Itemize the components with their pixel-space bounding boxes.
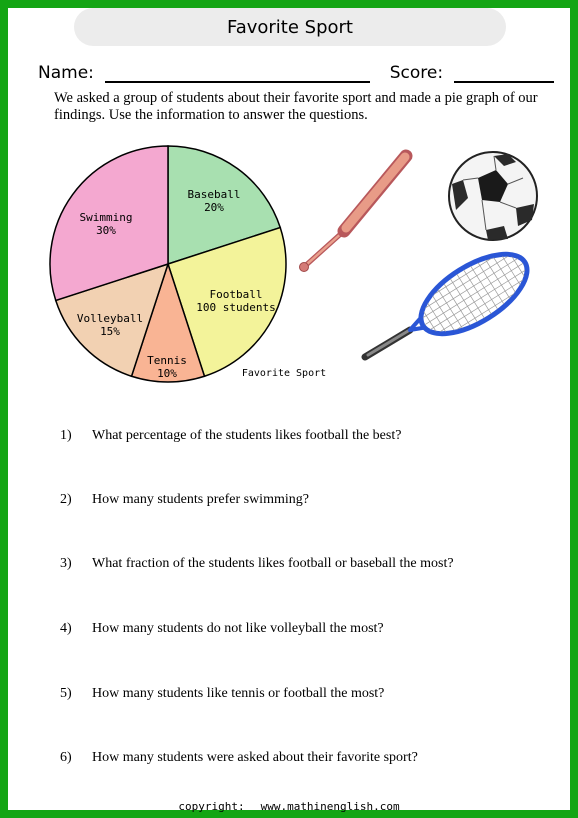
score-label: Score: <box>389 63 444 83</box>
slice-name-swimming: Swimming <box>79 211 133 224</box>
slice-name-tennis: Tennis <box>147 354 187 367</box>
slice-label-tennis: 10% <box>157 367 177 380</box>
worksheet-title: Favorite Sport <box>74 8 506 46</box>
slice-name-football: Football <box>209 288 263 301</box>
copyright-footer <box>8 800 570 813</box>
copyright-label: copyright: <box>178 800 245 813</box>
slice-name-volleyball: Volleyball <box>76 312 144 325</box>
question-text: How many students were asked about their favorite sport? <box>92 750 418 765</box>
copyright-link[interactable]: www.mathinenglish.com <box>260 800 400 813</box>
name-label: Name: <box>38 63 94 83</box>
question-number: 2) <box>60 492 72 507</box>
question-text: How many students like tennis or football the most? <box>92 686 385 701</box>
question-item <box>60 492 309 508</box>
question-number: 5) <box>60 686 72 701</box>
pie-chart <box>50 146 286 382</box>
slice-name-baseball: Baseball <box>187 188 241 201</box>
question-number: 6) <box>60 750 72 765</box>
tennis-racket-icon <box>365 237 541 357</box>
question-item <box>60 686 384 702</box>
slice-label-football: 100 students <box>196 301 276 314</box>
question-item <box>60 428 401 444</box>
soccer-ball-icon <box>449 152 537 240</box>
question-text: How many students prefer swimming? <box>92 492 309 507</box>
chart-area <box>8 8 570 408</box>
slice-label-baseball: 20% <box>204 201 224 214</box>
intro-text: We asked a group of students about their favorite sport and made a pie graph of our findings. Use the information to answer the questions. <box>54 90 538 123</box>
question-number: 4) <box>60 621 72 636</box>
baseball-bat-icon <box>300 156 407 272</box>
question-item <box>60 621 384 637</box>
question-item <box>60 556 454 572</box>
question-number: 3) <box>60 556 72 571</box>
question-text: What fraction of the students likes football or baseball the most? <box>92 556 454 571</box>
question-text: What percentage of the students likes football the best? <box>92 428 402 443</box>
slice-label-swimming: 30% <box>96 224 116 237</box>
slice-label-volleyball: 15% <box>100 325 120 338</box>
question-item <box>60 750 418 766</box>
question-text: How many students do not like volleyball the most? <box>92 621 384 636</box>
pie-chart-title: Favorite Sport <box>241 368 327 379</box>
question-number: 1) <box>60 428 72 443</box>
